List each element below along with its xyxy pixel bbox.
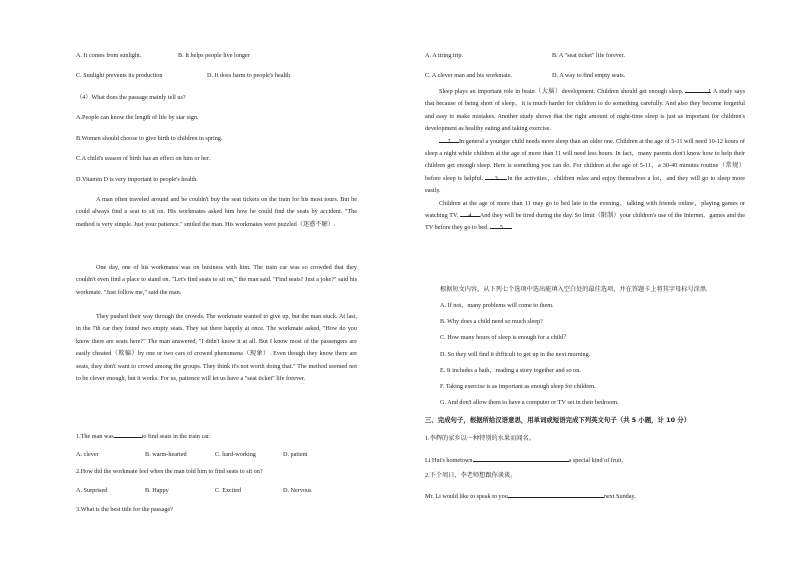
option-c[interactable]: C. How many hours of sleep is enough for a child？ <box>440 334 570 341</box>
sleep-passage <box>425 86 745 235</box>
q2-option-b[interactable]: B. Happy <box>145 487 169 494</box>
passage-paragraph-1: A man often traveled around and he couldn't buy the seat tickets on the train for his most tours. But he could always find a seat to sit on. His workmates asked him how he could find the seats by accident. "The method is very simple. Just your patience." smiled the man. His workmates were puzzled（迷惑不解）. <box>76 196 357 228</box>
q1-option-a[interactable]: A. clever <box>76 451 99 458</box>
sentence-1-chinese: 1.李辉的家乡以一种特别的水果而闻名。 <box>425 435 535 442</box>
sleep-paragraph-2b: In the activities，children relax and enjoy themselves a lot，and they will go to sleep more easily. <box>425 174 746 195</box>
q2-option-c[interactable]: C. Excited <box>215 487 242 494</box>
sentence-2-post: next Sunday. <box>603 493 636 500</box>
section-3-heading: 三、完成句子，根据所给汉语意思，用单词或短语完成下列英文句子（共 5 小题，计 10 分） <box>425 416 691 424</box>
q4-option-d[interactable]: D.Vitamin D is very important to people's health. <box>76 176 198 183</box>
option-e[interactable]: E. It includes a bath，reading a story together and so on. <box>440 367 581 374</box>
gap-3-number: 3 <box>494 174 498 182</box>
q3-stem: 3.What is the best title for the passage? <box>76 506 173 513</box>
r-q3-option-c[interactable]: C. A clever man and his workmate. <box>425 72 512 79</box>
gap-4-number: 4 <box>468 212 472 220</box>
sentence-2-chinese: 2.下个周日，李老师想跟你谈谈。 <box>425 472 517 479</box>
gap-2-number: 2 <box>447 137 451 145</box>
option-f[interactable]: F. Taking exercise is as important as enough sleep for children. <box>440 383 596 390</box>
sentence-1 <box>425 455 623 465</box>
gap-4[interactable] <box>460 210 480 220</box>
r-q3-option-d[interactable]: D. A way to find empty seats. <box>552 72 626 79</box>
q3-option-a[interactable]: A. It comes from sunlight. <box>76 52 142 59</box>
q2-stem: 2.How did the workmate feel when the man told him to find seats to sit on? <box>76 468 263 475</box>
q3-option-b[interactable]: B. It helps people live longer <box>178 52 250 59</box>
sentence-2 <box>425 491 636 501</box>
q4-option-c[interactable]: C.A child's season of birth has an effect on him or her. <box>76 155 211 162</box>
sentence-1-blank[interactable] <box>473 455 569 462</box>
option-g[interactable]: G. And don't allow them to have a computer or TV set in their bedroom. <box>440 399 619 406</box>
gap-5[interactable] <box>490 222 512 232</box>
q3-option-c[interactable]: C. Sunlight prevents its production <box>76 72 163 79</box>
q2-option-d[interactable]: D. Nervous <box>283 487 312 494</box>
q1-stem-post: to find seats in the train car. <box>141 433 211 440</box>
r-q3-option-a[interactable]: A. A tiring trip. <box>425 52 463 59</box>
sentence-1-pre: Li Hui's hometown <box>425 457 473 464</box>
q1-option-c[interactable]: C. hard-working <box>215 451 256 458</box>
q2-option-a[interactable]: A. Surprised <box>76 487 108 494</box>
instruction-text: 根据短文内容，从下列七个选项中选出能填入空白处的最佳选项，并在答题卡上将其字母标号涂黑. <box>440 286 708 293</box>
q3-option-d[interactable]: D. It does harm to people's health <box>207 72 291 79</box>
sleep-paragraph-1: Sleep plays an important role in brain（大脑）development. Children should get enough sleep. <box>439 88 684 95</box>
q1-answer-blank[interactable] <box>114 431 142 438</box>
q1-stem <box>76 431 210 441</box>
q4-option-b[interactable]: B.Women should choose to give birth to children in spring. <box>76 135 223 142</box>
gap-1-number: 1 <box>708 88 712 95</box>
gap-5-number: 5 <box>499 224 503 232</box>
passage-paragraph-2: One day, one of his workmates was on business with him. The train car was so crowded that they couldn't even find a place to stand on. "Let's find seats to sit on," the man said. "Find seats? Just a joke?" said his workmate. "Just follow me," said the man. <box>76 264 357 296</box>
sleep-paragraph-1b: A study says that because of being short of sleep，it is much harder for children to do something carefully. And also they become forgetful and easy to make mistakes. Another study shows that the right amount of night-time sleep is just as important for children's development as healthy eating and taking exercise. <box>425 88 745 133</box>
gap-3[interactable] <box>485 173 507 180</box>
q1-option-d[interactable]: D. patient <box>283 451 308 458</box>
q1-option-b[interactable]: B. warm-hearted <box>145 451 187 458</box>
q1-stem-pre: 1.The man was <box>76 433 114 440</box>
gap-2[interactable] <box>439 136 459 143</box>
sentence-2-blank[interactable] <box>508 491 604 498</box>
r-q3-option-b[interactable]: B. A "seat ticket" life forever. <box>552 52 625 59</box>
q4-option-a[interactable]: A.People can know the length of life by star sign. <box>76 114 199 121</box>
sleep-paragraph-2: In general a younger child needs more sleep than an older one. Children at the age of 5-11 will need 10-12 hours of sleep a night while children at the age of more than 11 will need less hours. In fact，many parents don't know how to help their children get enough sleep. Here is something you can do. For children at the age of 5-11，a 30-40 minutes routine（常规）before sleep is helpful. <box>425 137 745 182</box>
sentence-1-post: a special kind of fruit. <box>568 457 623 464</box>
option-a[interactable]: A. If not，many problems will come to them. <box>440 302 554 309</box>
sentence-2-pre: Mr. Li would like to speak to you <box>425 493 508 500</box>
sleep-paragraph-3: Children at the age of more than 11 may go to bed late in the evening，talking with friends online，playing games or watching TV. <box>425 199 745 220</box>
option-d[interactable]: D. So they will find it difficult to get up in the next morning. <box>440 351 591 358</box>
passage-paragraph-3: They pushed their way through the crowds. The workmate wanted to give up, but the man stuck. At last, in the 7th car they found two empty seats. They sat there happily at once. The workmate asked, "How do you know there are seats here?" The man answered, "I didn't know it at all. But I know most of the passengers are easily cheated（欺骗）by one or two cars of crowed phenomena（现象）. Even though they know there are seats, they don't want to crowd among the groups. They think it's not worth doing that." The method seemed not to be clever enough, but it works. For us, patience will let us have a "seat ticket" life forever. <box>76 313 357 383</box>
option-b[interactable]: B. Why does a child need so much sleep? <box>440 318 543 325</box>
gap-1[interactable] <box>685 86 711 93</box>
q4-stem: （4）What does the passage mainly tell us? <box>76 94 186 101</box>
sleep-paragraph-3b: And they will be tired during the day. So limit（限制）your children's use of the Internet，games and the TV before they go to bed. <box>425 212 745 232</box>
